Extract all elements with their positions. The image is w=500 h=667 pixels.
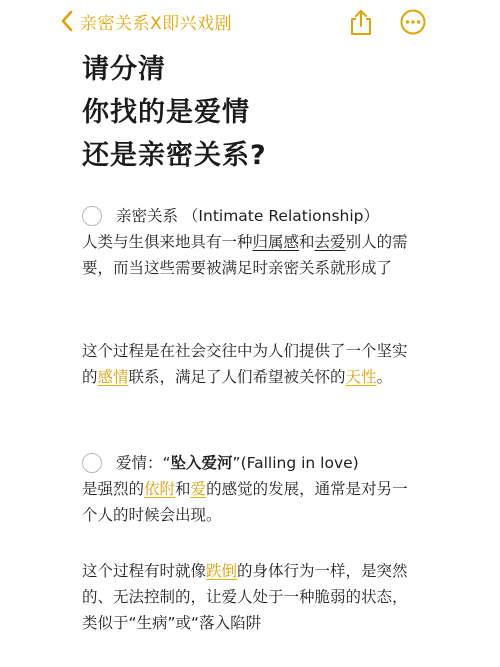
bold-text: 坠入爱河 [170,454,233,472]
checklist-item-falling-in-love [82,450,422,528]
share-icon[interactable] [348,8,374,36]
title-line-3: 还是亲密关系? [82,140,267,171]
text-run: 爱情：“ [116,454,171,472]
text-run: 和 [175,480,191,498]
underlined-text: 去爱 [314,233,346,251]
top-navigation-bar [0,0,500,42]
text-run: 人类与生俱来地具有一种 [82,233,253,251]
text-run: 是强烈的 [82,480,145,498]
text-run: 的身体行为一样，是突然的、无法控制的，让爱人处于一种脆弱的状态，类似于“生病”或“落入陷阱 [82,562,408,632]
highlighted-text: 依附 [144,480,176,498]
note-title [82,48,267,177]
checkbox-circle[interactable] [82,206,102,226]
back-label: 亲密关系X即兴戏剧 [80,13,233,34]
paragraph [82,476,422,528]
more-icon[interactable] [400,9,426,35]
paragraph-block [82,338,422,390]
text-run: 。 [376,368,393,386]
chevron-left-icon [60,10,74,32]
underlined-text: 归属感 [252,233,300,251]
text-run: 别人的需要，而当这些需要被满足时亲密关系就形成了 [82,233,408,277]
section-heading [116,450,359,476]
section-heading: 亲密关系 （Intimate Relationship） [116,207,379,225]
highlighted-text: 感情 [97,368,129,386]
checkbox-circle[interactable] [82,453,102,473]
text-run: ”(Falling in love) [232,454,359,472]
paragraph [82,229,422,281]
back-button[interactable] [60,8,232,34]
text-run: 这个过程有时就像 [82,562,207,580]
text-run: 联系，满足了人们希望被关怀的 [128,368,346,386]
title-line-1: 请分清 [82,54,166,85]
text-run: 和 [299,233,315,251]
highlighted-text: 爱 [190,480,207,498]
paragraph-block [82,558,422,636]
checklist-item-intimate-relationship [82,203,422,281]
highlighted-text: 天性 [345,368,377,386]
text-run: 这个过程是在社会交往中为人们提供了一个坚实的 [82,342,408,386]
highlighted-text: 跌倒 [206,562,238,580]
text-run: 的感觉的发展，通常是对另一个人的时候会出现。 [82,480,408,524]
title-line-2: 你找的是爱情 [82,97,250,128]
